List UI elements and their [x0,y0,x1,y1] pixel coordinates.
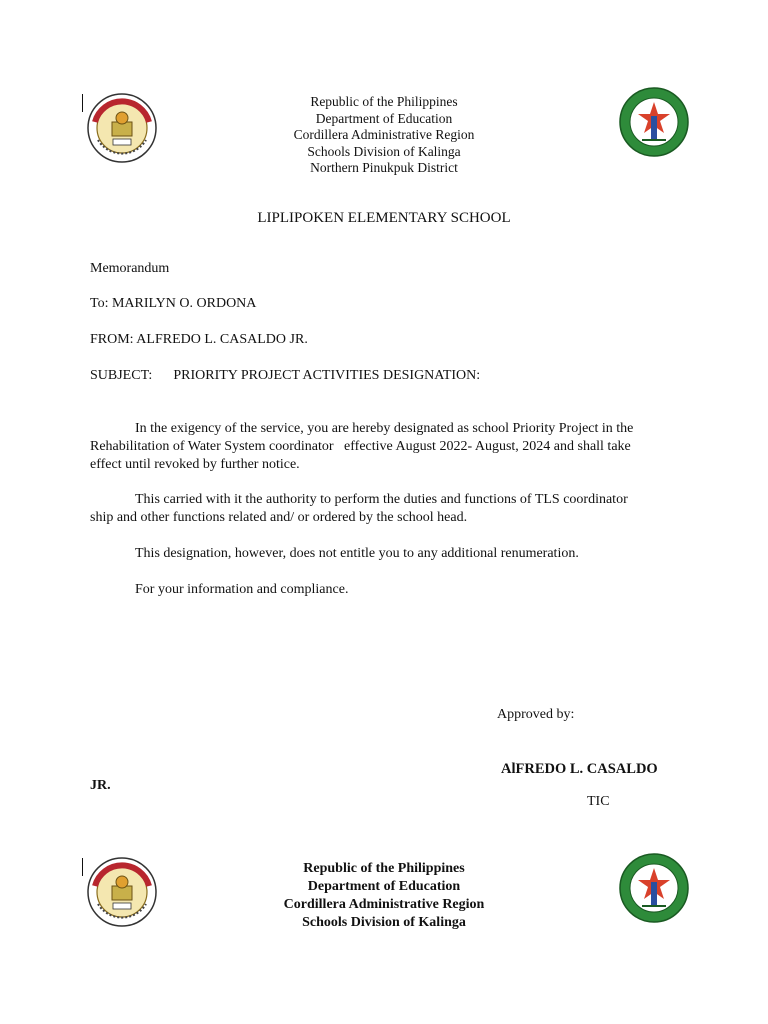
body-p2-line-1: This carried with it the authority to perform the duties and functions of TLS coordinator [135,492,628,507]
footer-line-department: Department of Education [307,879,461,894]
body-p1-line-1: In the exigency of the service, you are hereby designated as school Priority Project in the [135,421,634,436]
header-line-district: Northern Pinukpuk District [310,160,458,175]
signatory-name-suffix: JR. [90,778,111,793]
footer-left-seal-logo [86,856,158,933]
memo-label: Memorandum [90,261,170,276]
left-seal-logo [86,92,158,169]
body-paragraph-3: This designation, however, does not entitle you to any additional renumeration. [135,546,579,561]
body-paragraph-2 [90,491,690,527]
header-line-republic: Republic of the Philippines [310,94,458,109]
approved-by-label: Approved by: [497,707,575,722]
body-p2-line-2: ship and other functions related and/ or ordered by the school head. [90,510,468,525]
memo-subject-text: PRIORITY PROJECT ACTIVITIES DESIGNATION: [173,368,481,383]
footer-right-seal-logo [618,852,690,929]
header-line-department: Department of Education [315,110,453,126]
signatory-title: TIC [587,794,610,809]
text-cursor-mark [82,94,83,112]
footer-line-region: Cordillera Administrative Region [283,897,485,912]
district-seal-icon [618,852,690,924]
schools-division-of-kalinga-seal-icon [86,92,158,164]
header-line-division: Schools Division of Kalinga [307,143,461,159]
header-line-region: Cordillera Administrative Region [293,127,475,142]
right-seal-logo [618,86,690,163]
memo-to: To: MARILYN O. ORDONA [90,296,257,311]
body-p1-line-3: effect until revoked by further notice. [90,457,300,472]
memo-subject [90,367,480,385]
body-p1-line-2: Rehabilitation of Water System coordinator effective August 2022- August, 2024 and shall take [90,439,631,454]
schools-division-of-kalinga-seal-icon [86,856,158,928]
footer-block [234,860,534,932]
footer-line-republic: Republic of the Philippines [303,861,465,876]
header-block [234,94,534,177]
footer-text-cursor-mark [82,858,83,876]
school-name: LIPLIPOKEN ELEMENTARY SCHOOL [257,210,511,226]
body-paragraph-4: For your information and compliance. [135,582,349,597]
body-paragraph-1 [90,420,690,474]
district-seal-icon [618,86,690,158]
memo-subject-label: SUBJECT: [90,368,153,383]
footer-line-division: Schools Division of Kalinga [302,915,466,930]
memo-from: FROM: ALFREDO L. CASALDO JR. [90,332,308,347]
signatory-name: AlFREDO L. CASALDO [501,761,658,777]
